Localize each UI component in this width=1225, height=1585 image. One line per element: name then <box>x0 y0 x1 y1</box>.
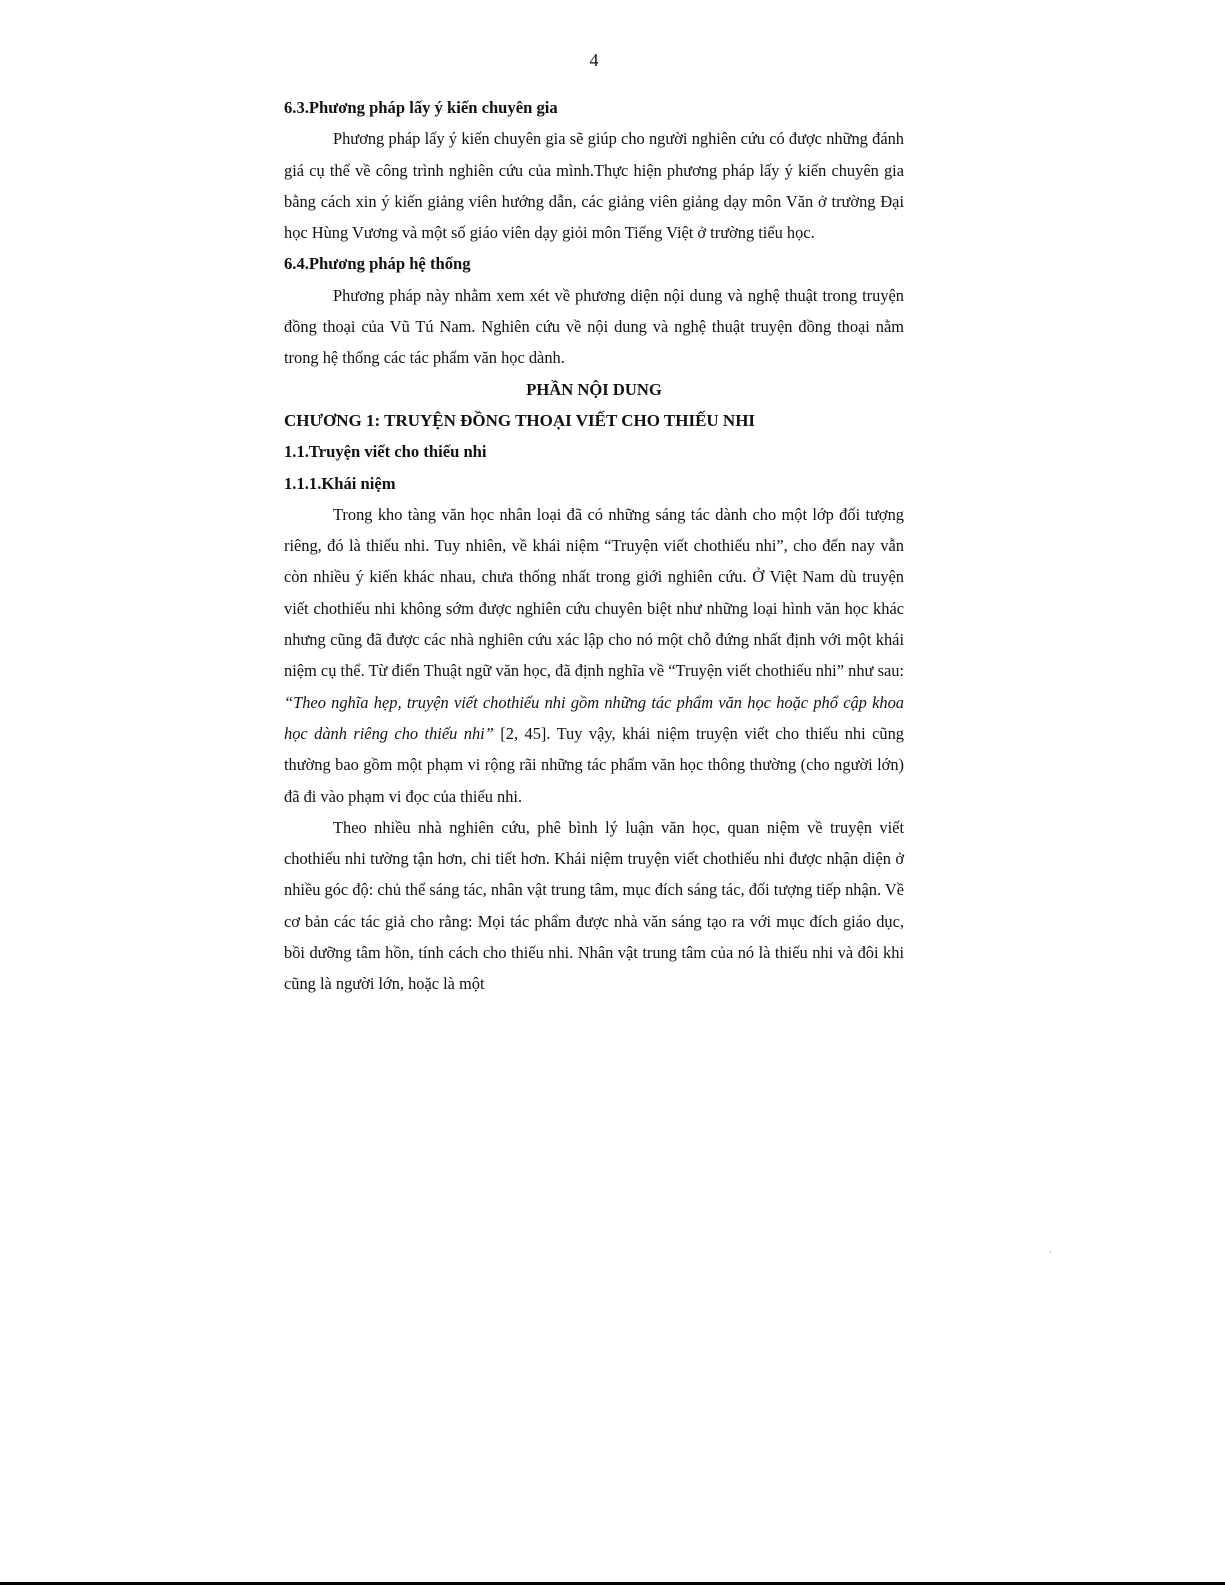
section-6-4-heading: 6.4.Phương pháp hệ thống <box>284 254 471 274</box>
section-6-4-paragraph: Phương pháp này nhằm xem xét về phương diện nội dung và nghệ thuật trong truyện đồng thoại của Vũ Tú Nam. Nghiên cứu về nội dung và nghệ thuật truyện đồng thoại nằm trong hệ thống các tác phẩm văn học dành. <box>284 285 904 368</box>
page-number: 4 <box>589 50 599 70</box>
definition-quote: “Theo nghĩa hẹp, truyện viết chothiếu nhi gồm những tác phẩm văn học hoặc phổ cập khoa học dành riêng cho thiếu nhi” <box>284 692 904 743</box>
section-6-3-paragraph: Phương pháp lấy ý kiến chuyên gia sẽ giúp cho người nghiên cứu có được những đánh giá cụ thể về công trình nghiên cứu của mình.Thực hiện phương pháp lấy ý kiến chuyên gia bằng cách xin ý kiến giảng viên hướng dẫn, các giảng viên giảng dạy môn Văn ở trường Đại học Hùng Vương và một số giáo viên dạy giỏi môn Tiếng Việt ở trường tiểu học. <box>284 129 904 243</box>
section-6-3-heading: 6.3.Phương pháp lấy ý kiến chuyên gia <box>284 98 558 117</box>
document-body <box>284 92 904 1000</box>
scan-speck <box>1049 1251 1051 1253</box>
definition-text-part1: Trong kho tàng văn học nhân loại đã có những sáng tác dành cho một lớp đối tượng riêng, đó là thiếu nhi. Tuy nhiên, về khái niệm “Truyện viết chothiếu nhi”, cho đến nay vẫn còn nhiều ý kiến khác nhau, chưa thống nhất trong giới nghiên cứu. Ở Việt Nam dù truyện viết chothiếu nhi không sớm được nghiên cứu chuyên biệt như những loại hình văn học khác nhưng cũng đã được các nhà nghiên cứu xác lập cho nó một chỗ đứng nhất định với một khái niệm cụ thể. Từ điển Thuật ngữ văn học, đã định nghĩa về “Truyện viết chothiếu nhi” như sau: <box>284 504 904 681</box>
theory-paragraph: Theo nhiều nhà nghiên cứu, phê bình lý luận văn học, quan niệm về truyện viết chothiếu nhi tường tận hơn, chi tiết hơn. Khái niệm truyện viết chothiếu nhi được nhận diện ở nhiều góc độ: chủ thể sáng tác, nhân vật trung tâm, mục đích sáng tác, đối tượng tiếp nhận. Về cơ bản các tác giả cho rằng: Mọi tác phẩm được nhà văn sáng tạo ra với mục đích giáo dục, bồi dưỡng tâm hồn, tính cách cho thiếu nhi. Nhân vật trung tâm của nó là thiếu nhi và đôi khi cũng là người lớn, hoặc là một <box>284 817 904 994</box>
section-1-1-1-heading: 1.1.1.Khái niệm <box>284 473 396 493</box>
section-1-1-heading: 1.1.Truyện viết cho thiếu nhi <box>284 442 487 462</box>
part-title: PHẦN NỘI DUNG <box>526 379 662 399</box>
chapter-title: CHƯƠNG 1: TRUYỆN ĐỒNG THOẠI VIẾT CHO THIẾU NHI <box>284 410 756 430</box>
definition-text-part2: [2, 45]. Tuy vậy, khái niệm truyện viết cho thiếu nhi cũng thường bao gồm một phạm vi rộng rãi những tác phẩm văn học thông thường (cho người lớn) đã đi vào phạm vi đọc của thiếu nhi. <box>284 723 904 806</box>
definition-paragraph <box>284 499 904 812</box>
